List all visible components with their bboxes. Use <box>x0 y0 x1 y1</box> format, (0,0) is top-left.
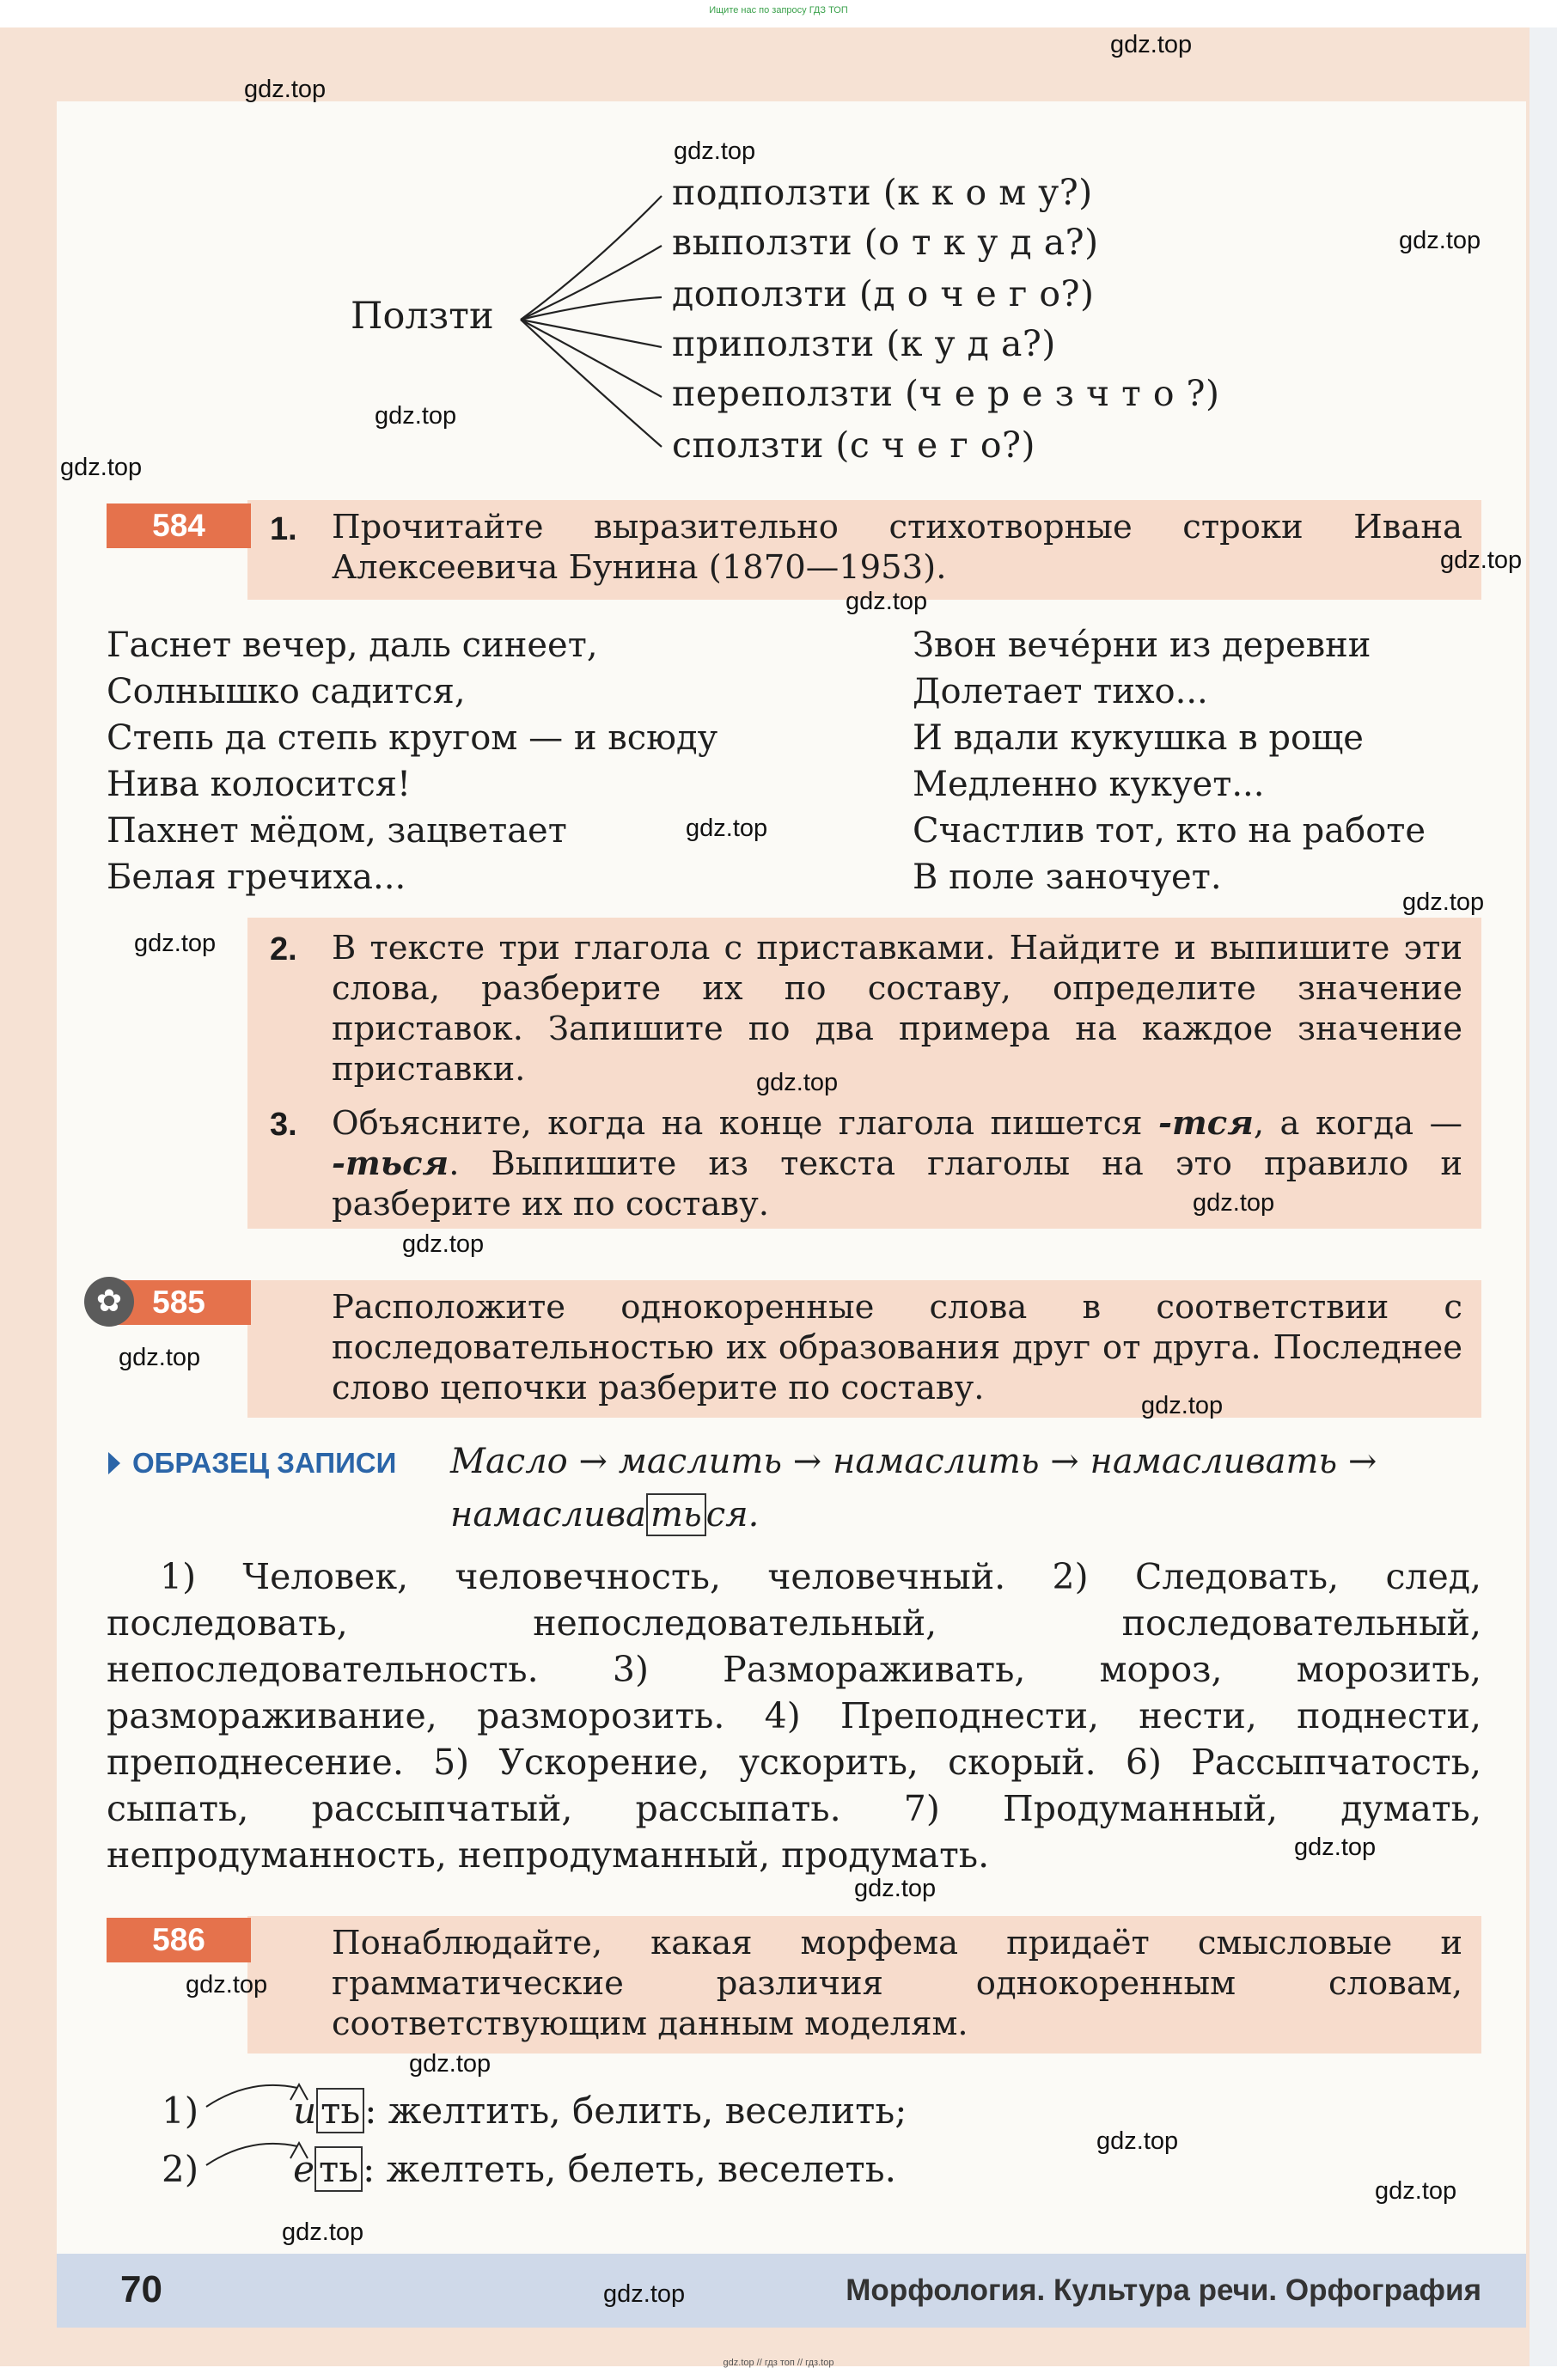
watermark: gdz.top <box>119 1344 201 1371</box>
watermark: gdz.top <box>1375 2177 1457 2205</box>
triangle-marker-icon <box>107 1450 124 1476</box>
poem-line: Степь да степь кругом — и всюду <box>107 718 718 758</box>
ex584-task3-text: Объясните, когда на конце глагола пишется -тся, а когда — -ться. Выпишите из текста глаголы на это правило и разберите их по составу. <box>332 1104 1462 1224</box>
bottom-note: gdz.top // гдз топ // гдз.top <box>723 2358 834 2368</box>
sample-line-2: намаслива ть ся. <box>450 1495 760 1535</box>
scheme-verb: подползти (к к о м у?) <box>672 172 1093 213</box>
scheme-lines <box>516 172 670 464</box>
watermark: gdz.top <box>282 2218 364 2246</box>
poem-line: Звон вечéрни из деревни <box>913 626 1371 665</box>
scheme-verb: доползти (д о ч е г о?) <box>672 273 1095 314</box>
ex584-task2-text: В тексте три глагола с приставками. Найдите и выпишите эти слова, разберите их по составу, определите значение приставок. Запишите по два примера на каждое значение приставки. <box>332 929 1462 1089</box>
top-note: Ищите нас по запросу ГДЗ ТОП <box>709 5 848 15</box>
page-number: 70 <box>120 2268 162 2310</box>
poem-line: Нива колосится! <box>107 765 412 804</box>
poem-left <box>107 622 717 900</box>
poem-line: Солнышко садится, <box>107 672 466 711</box>
ex584-task1-text: Прочитайте выразительно стихотворные строки Ивана Алексеевича Бунина (1870—1953). <box>332 508 1462 587</box>
ending-box: ть <box>646 1493 706 1536</box>
poem-line: В поле заночует. <box>913 857 1222 897</box>
suffix-tsya2: -ться <box>332 1144 449 1183</box>
scheme-verb: приползти (к у д а?) <box>672 323 1056 364</box>
watermark: gdz.top <box>1294 1834 1377 1861</box>
model-2: 2) е ть : желтеть, белеть, веселеть. <box>162 2148 896 2190</box>
right-strip <box>1530 27 1557 2366</box>
model-1: 1) и ть : желтить, белить, веселить; <box>162 2090 907 2132</box>
watermark: gdz.top <box>60 454 143 481</box>
scheme-line <box>521 320 662 447</box>
ex585-text: Расположите однокоренные слова в соответствии с последовательностью их образования друг от друга. Последнее слово цепочки разберите по составу. <box>332 1288 1462 1407</box>
sample-line-1: Масло → маслить → намаслить → намасливать → <box>450 1442 1377 1481</box>
scheme-line <box>521 246 662 320</box>
ex585-body: 1) Человек, человечность, человечный. 2) Следовать, след, последовать, непоследовательный, последовательный, непоследовательность. 3) Размораживать, мороз, морозить, размораживание, разморозить. 4) Преподнести, нести, поднести, преподнесение. 5) Ускорение, ускорить, скорый. 6) Рассыпчатость, сыпать, рассыпчатый, рассыпать. 7) Продуманный, думать, непродуманность, непродуманный, продумать. <box>107 1556 1481 1876</box>
poem-line: Белая гречиха... <box>107 857 406 897</box>
scheme-verb: переползти (ч е р е з ч т о ?) <box>672 373 1220 414</box>
watermark: gdz.top <box>409 2050 492 2078</box>
watermark: gdz.top <box>402 1230 485 1258</box>
sample-label: ОБРАЗЕЦ ЗАПИСИ <box>132 1447 397 1479</box>
ex586-number: 586 <box>107 1918 251 1962</box>
watermark: gdz.top <box>1440 546 1523 574</box>
watermark: gdz.top <box>1096 2127 1179 2155</box>
flower-icon: ✿ <box>84 1277 134 1327</box>
watermark: gdz.top <box>1402 888 1485 916</box>
watermark: gdz.top <box>756 1069 839 1096</box>
ex586-text: Понаблюдайте, какая морфема придаёт смысловые и грамматические различия однокоренным словам, соответствующим данным моделям. <box>332 1924 1462 2043</box>
scheme-verb: выползти (о т к у д а?) <box>672 222 1099 263</box>
poem-right <box>913 622 1426 900</box>
ending-box: ть <box>316 2088 364 2133</box>
ex585-number: 585 <box>107 1280 251 1325</box>
footer-title: Морфология. Культура речи. Орфография <box>846 2273 1481 2307</box>
watermark: gdz.top <box>1141 1392 1224 1419</box>
watermark: gdz.top <box>186 1971 268 1999</box>
watermark: gdz.top <box>603 2280 686 2308</box>
watermark: gdz.top <box>674 137 756 165</box>
watermark: gdz.top <box>244 76 327 103</box>
poem-line: Долетает тихо... <box>913 672 1208 711</box>
poem-line: Счастлив тот, кто на работе <box>913 811 1426 851</box>
ending-box: ть <box>314 2146 363 2192</box>
watermark: gdz.top <box>134 930 217 957</box>
scheme-verb: сползти (с ч е г о?) <box>672 424 1036 466</box>
scheme-line <box>521 320 662 347</box>
ex584-task2-num: 2. <box>270 931 297 967</box>
watermark: gdz.top <box>686 815 768 842</box>
watermark: gdz.top <box>846 588 928 615</box>
poem-line: И вдали кукушка в роще <box>913 718 1364 758</box>
poem-line: Медленно кукует... <box>913 765 1265 804</box>
poem-line: Пахнет мёдом, зацветает <box>107 811 567 851</box>
ex584-task1-num: 1. <box>270 511 297 547</box>
watermark: gdz.top <box>1110 31 1193 58</box>
scheme-root-word: Ползти <box>351 295 494 338</box>
watermark: gdz.top <box>1399 227 1481 254</box>
watermark: gdz.top <box>854 1875 937 1902</box>
ex584-number: 584 <box>107 503 251 548</box>
watermark: gdz.top <box>1193 1189 1275 1217</box>
poem-line: Гаснет вечер, даль синеет, <box>107 626 598 665</box>
ex584-task3-num: 3. <box>270 1107 297 1143</box>
suffix-tsya: -тся <box>1158 1104 1254 1143</box>
watermark: gdz.top <box>375 402 457 430</box>
